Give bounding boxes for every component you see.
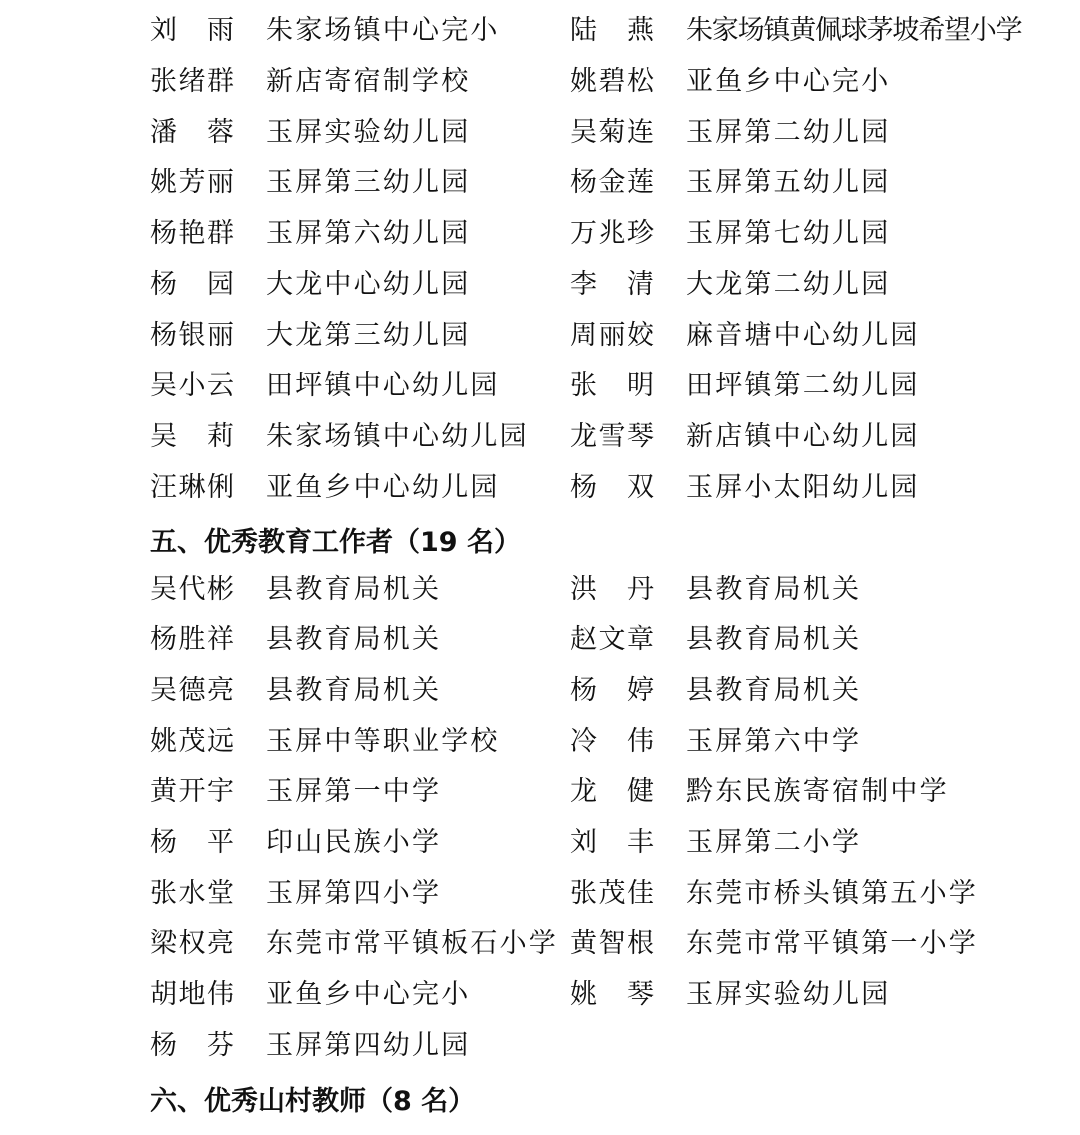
list-row — [0, 818, 1080, 868]
school-name: 东莞市桥头镇第五小学 — [686, 878, 978, 909]
person-name: 杨双 — [570, 472, 654, 503]
school-name: 玉屏第四幼儿园 — [266, 1030, 471, 1061]
school-name: 新店寄宿制学校 — [266, 66, 471, 97]
person-name: 杨银丽 — [150, 320, 234, 351]
list-row — [0, 666, 1080, 716]
list-row — [0, 463, 1080, 513]
person-name: 张绪群 — [150, 66, 234, 97]
list-row — [0, 6, 1080, 56]
list-row — [0, 767, 1080, 817]
person-name: 洪丹 — [570, 574, 654, 605]
section-heading: 六、优秀山村教师（8 名） — [150, 1086, 476, 1117]
person-name: 吴代彬 — [150, 574, 234, 605]
school-name: 朱家场镇黄佩球茅坡希望小学 — [686, 15, 1022, 46]
person-name: 李清 — [570, 269, 654, 300]
school-name: 玉屏实验幼儿园 — [686, 979, 891, 1010]
person-name: 黄开宇 — [150, 776, 234, 807]
school-name: 县教育局机关 — [686, 624, 862, 655]
person-name: 龙雪琴 — [570, 421, 654, 452]
school-name: 麻音塘中心幼儿园 — [686, 320, 920, 351]
person-name: 杨胜祥 — [150, 624, 234, 655]
person-name: 杨芬 — [150, 1030, 234, 1061]
person-name: 吴菊连 — [570, 117, 654, 148]
person-name: 姚碧松 — [570, 66, 654, 97]
school-name: 县教育局机关 — [266, 624, 442, 655]
school-name: 玉屏第六中学 — [686, 726, 862, 757]
school-name: 东莞市常平镇板石小学 — [266, 928, 558, 959]
list-row — [0, 260, 1080, 310]
school-name: 大龙中心幼儿园 — [266, 269, 471, 300]
person-name: 姚琴 — [570, 979, 654, 1010]
school-name: 玉屏中等职业学校 — [266, 726, 500, 757]
person-name: 吴莉 — [150, 421, 234, 452]
list-row — [0, 209, 1080, 259]
school-name: 玉屏第三幼儿园 — [266, 167, 471, 198]
section-heading: 五、优秀教育工作者（19 名） — [150, 527, 521, 558]
school-name: 田坪镇第二幼儿园 — [686, 370, 920, 401]
list-row — [0, 158, 1080, 208]
school-name: 玉屏第一中学 — [266, 776, 442, 807]
list-row — [0, 565, 1080, 615]
person-name: 陆燕 — [570, 15, 654, 46]
school-name: 玉屏第五幼儿园 — [686, 167, 891, 198]
person-name: 杨婷 — [570, 675, 654, 706]
school-name: 县教育局机关 — [266, 675, 442, 706]
school-name: 田坪镇中心幼儿园 — [266, 370, 500, 401]
school-name: 亚鱼乡中心幼儿园 — [266, 472, 500, 503]
person-name: 潘蓉 — [150, 117, 234, 148]
list-row — [0, 970, 1080, 1020]
person-name: 冷伟 — [570, 726, 654, 757]
person-name: 赵文章 — [570, 624, 654, 655]
person-name: 周丽姣 — [570, 320, 654, 351]
person-name: 杨金莲 — [570, 167, 654, 198]
person-name: 姚茂远 — [150, 726, 234, 757]
list-row — [0, 1021, 1080, 1071]
person-name: 杨园 — [150, 269, 234, 300]
person-name: 梁权亮 — [150, 928, 234, 959]
school-name: 县教育局机关 — [266, 574, 442, 605]
person-name: 张水堂 — [150, 878, 234, 909]
person-name: 吴小云 — [150, 370, 234, 401]
school-name: 玉屏实验幼儿园 — [266, 117, 471, 148]
school-name: 东莞市常平镇第一小学 — [686, 928, 978, 959]
person-name: 刘雨 — [150, 15, 234, 46]
school-name: 玉屏第七幼儿园 — [686, 218, 891, 249]
school-name: 大龙第二幼儿园 — [686, 269, 891, 300]
list-row — [0, 361, 1080, 411]
person-name: 杨艳群 — [150, 218, 234, 249]
person-name: 杨平 — [150, 827, 234, 858]
school-name: 印山民族小学 — [266, 827, 442, 858]
list-row — [0, 869, 1080, 919]
person-name: 龙健 — [570, 776, 654, 807]
school-name: 玉屏第四小学 — [266, 878, 442, 909]
school-name: 县教育局机关 — [686, 574, 862, 605]
person-name: 胡地伟 — [150, 979, 234, 1010]
list-row — [0, 57, 1080, 107]
person-name: 万兆珍 — [570, 218, 654, 249]
list-row — [0, 311, 1080, 361]
person-name: 黄智根 — [570, 928, 654, 959]
school-name: 朱家场镇中心幼儿园 — [266, 421, 529, 452]
school-name: 黔东民族寄宿制中学 — [686, 776, 949, 807]
person-name: 张明 — [570, 370, 654, 401]
school-name: 玉屏小太阳幼儿园 — [686, 472, 920, 503]
person-name: 汪琳俐 — [150, 472, 234, 503]
person-name: 姚芳丽 — [150, 167, 234, 198]
school-name: 朱家场镇中心完小 — [266, 15, 500, 46]
list-row — [0, 717, 1080, 767]
list-row — [0, 919, 1080, 969]
list-row — [0, 615, 1080, 665]
school-name: 亚鱼乡中心完小 — [266, 979, 471, 1010]
person-name: 刘丰 — [570, 827, 654, 858]
list-row — [0, 412, 1080, 462]
person-name: 张茂佳 — [570, 878, 654, 909]
school-name: 亚鱼乡中心完小 — [686, 66, 891, 97]
school-name: 玉屏第二幼儿园 — [686, 117, 891, 148]
school-name: 新店镇中心幼儿园 — [686, 421, 920, 452]
school-name: 县教育局机关 — [686, 675, 862, 706]
school-name: 大龙第三幼儿园 — [266, 320, 471, 351]
list-row — [0, 108, 1080, 158]
school-name: 玉屏第二小学 — [686, 827, 862, 858]
school-name: 玉屏第六幼儿园 — [266, 218, 471, 249]
person-name: 吴德亮 — [150, 675, 234, 706]
